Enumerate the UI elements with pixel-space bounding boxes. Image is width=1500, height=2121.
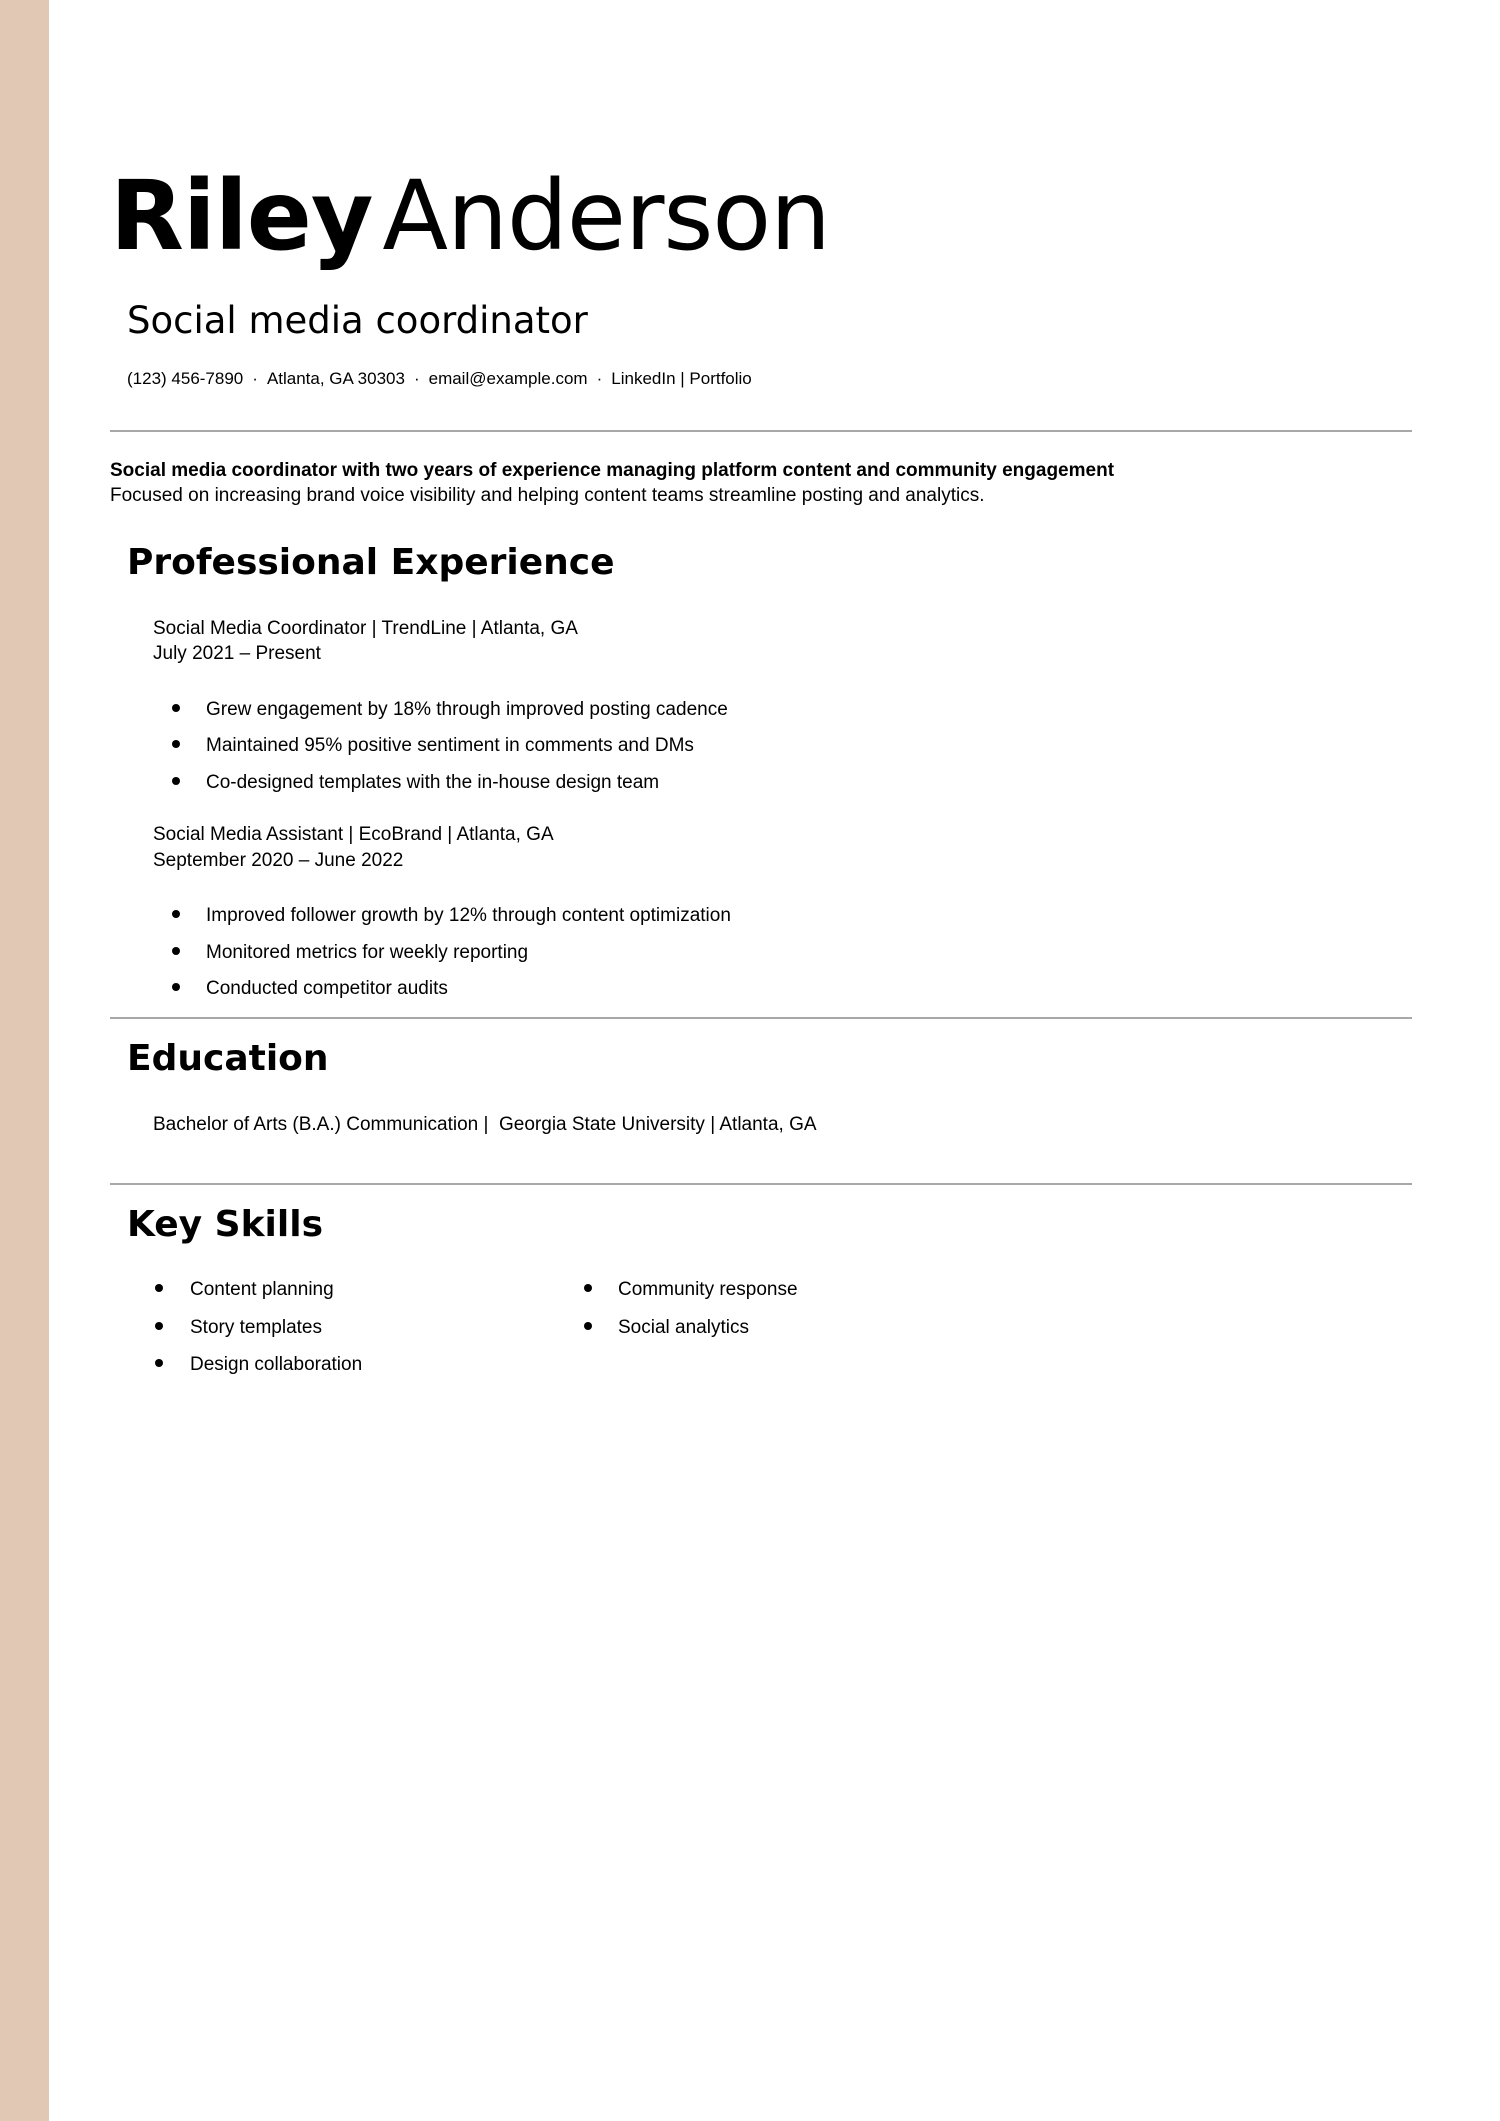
job-role: Social Media Coordinator | TrendLine | Atlanta, GA (153, 618, 578, 639)
bullet-dot (172, 777, 180, 785)
contact-links[interactable]: LinkedIn | Portfolio (611, 369, 752, 388)
job-dates: September 2020 – June 2022 (153, 850, 404, 871)
experience-heading: Professional Experience (127, 542, 615, 583)
job-bullet: Improved follower growth by 12% through content optimization (206, 905, 731, 926)
skill-item: Story templates (190, 1317, 322, 1338)
job-bullet: Monitored metrics for weekly reporting (206, 942, 529, 963)
bullet-dot (155, 1359, 163, 1367)
job-role: Social Media Assistant | EcoBrand | Atlanta, GA (153, 824, 554, 845)
bullet-dot (172, 947, 180, 955)
job-bullet: Maintained 95% positive sentiment in comments and DMs (206, 735, 694, 756)
education-entry: Bachelor of Arts (B.A.) Communication | Georgia State University | Atlanta, GA (153, 1114, 817, 1135)
skill-item: Social analytics (618, 1317, 749, 1338)
contact-phone: (123) 456-7890 (127, 369, 244, 388)
divider (110, 1017, 1412, 1019)
education-heading: Education (127, 1038, 329, 1079)
divider (110, 1183, 1412, 1185)
skills-heading: Key Skills (127, 1204, 323, 1245)
contact-separator: · (252, 369, 258, 388)
contact-separator: · (596, 369, 603, 388)
last-name: Anderson (382, 160, 830, 272)
job-bullet: Conducted competitor audits (206, 978, 448, 999)
contact-line (127, 370, 752, 387)
bullet-dot (172, 740, 180, 748)
job-title: Social media coordinator (127, 299, 588, 342)
first-name: Riley (110, 160, 373, 272)
job-dates: July 2021 – Present (153, 643, 321, 664)
bullet-dot (172, 910, 180, 918)
bullet-dot (172, 983, 180, 991)
contact-location: Atlanta, GA 30303 (266, 369, 405, 388)
divider (110, 430, 1412, 432)
skill-item: Design collaboration (190, 1354, 363, 1375)
bullet-dot (155, 1284, 163, 1292)
bullet-dot (584, 1284, 592, 1292)
summary-headline: Social media coordinator with two years of experience managing platform content and community engagement (110, 460, 1115, 481)
job-bullet: Grew engagement by 18% through improved posting cadence (206, 699, 728, 720)
bullet-dot (584, 1322, 592, 1330)
contact-separator: · (413, 369, 420, 388)
job-bullet: Co-designed templates with the in-house design team (206, 772, 660, 793)
skill-item: Community response (618, 1279, 798, 1300)
skill-item: Content planning (190, 1279, 334, 1300)
contact-email[interactable]: email@example.com (428, 369, 588, 388)
candidate-name (110, 160, 830, 272)
bullet-dot (155, 1322, 163, 1330)
summary-text: Focused on increasing brand voice visibility and helping content teams streamline posting and analytics. (110, 485, 985, 506)
bullet-dot (172, 704, 180, 712)
